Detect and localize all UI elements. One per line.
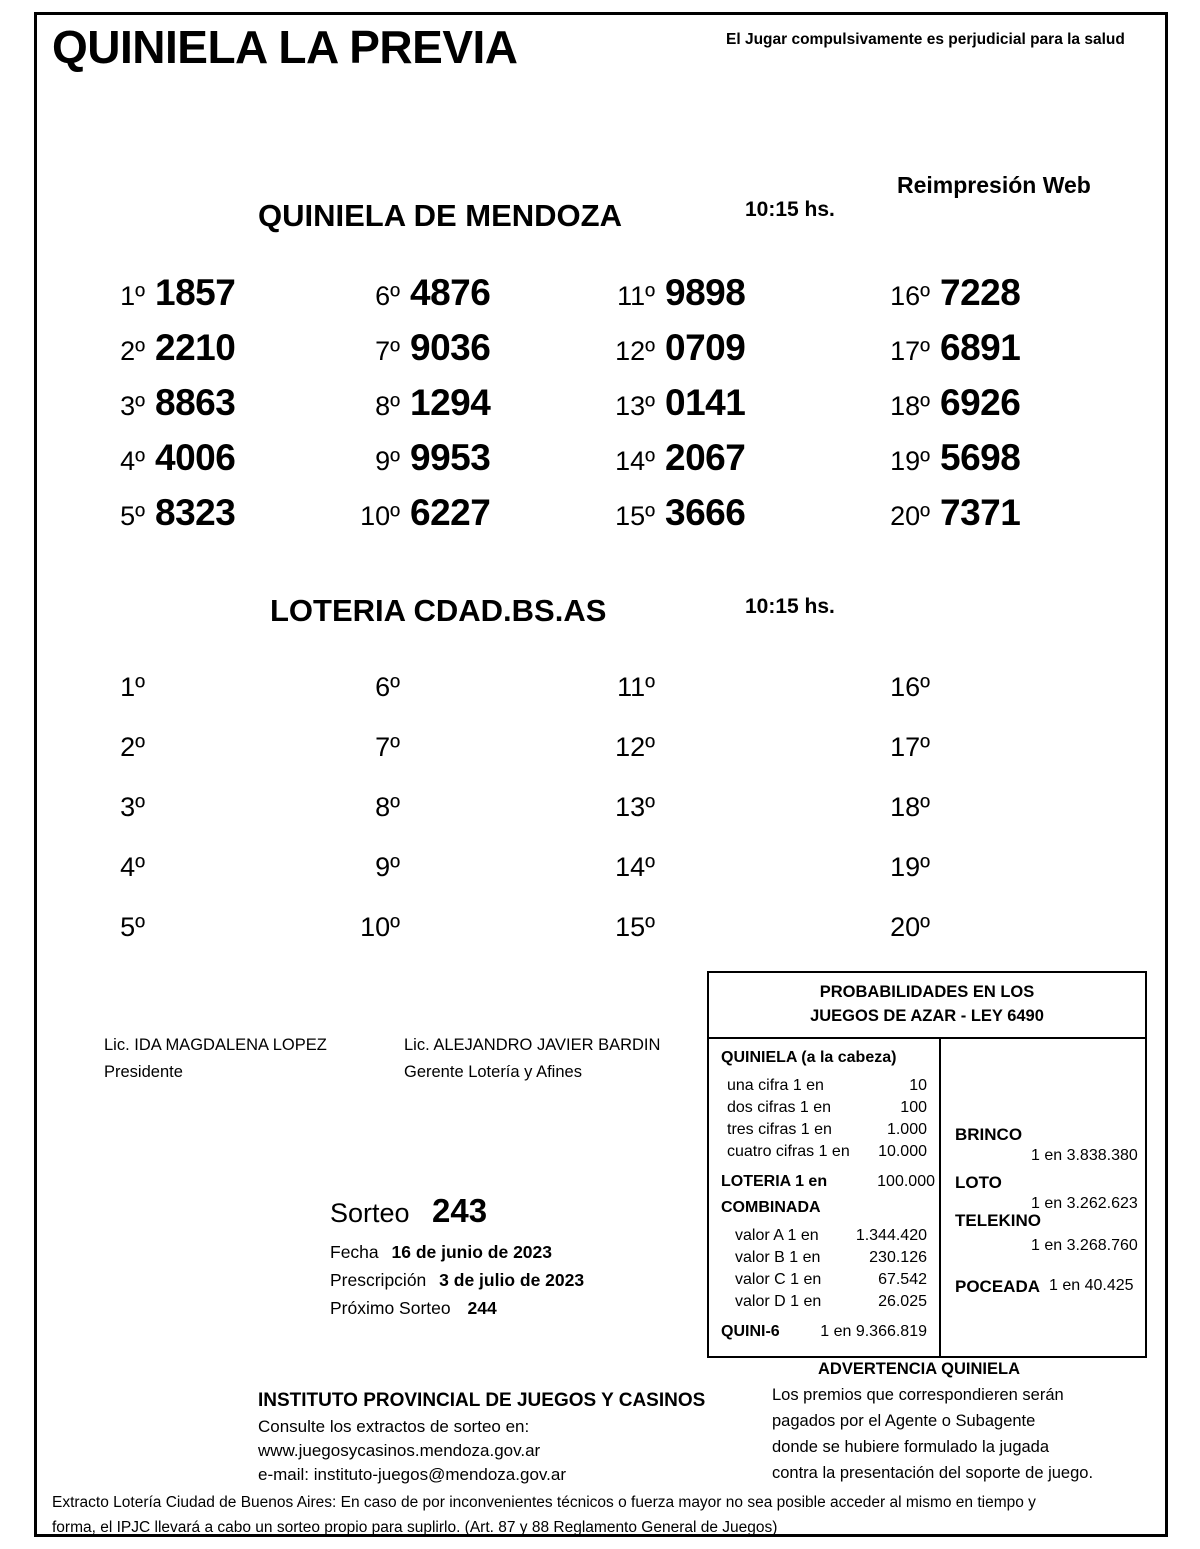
result-position: 8º [375,792,400,822]
probabilities-header [709,973,1145,1039]
result-cell [103,327,235,369]
institute-title: INSTITUTO PROVINCIAL DE JUEGOS Y CASINOS [258,1390,706,1411]
result-position: 15º [615,912,655,942]
probabilities-column-left [709,1039,941,1356]
signature-role-president: Presidente [104,1063,183,1081]
gambling-warning: El Jugar compulsivamente es perjudicial para la salud [726,31,1125,48]
quini6-value: 1 en 9.366.819 [820,1323,927,1340]
proximo-sorteo-row [330,1298,497,1319]
result-position: 10º [360,912,400,942]
result-number: 2210 [155,327,236,368]
probabilities-column-right [941,1039,1145,1356]
draw-time-mendoza: 10:15 hs. [745,198,835,221]
prescripcion-label: Prescripción [330,1270,427,1290]
prescripcion-row [330,1270,584,1291]
result-position: 3º [120,792,145,822]
result-number: 0709 [665,327,746,368]
result-number: 9036 [410,327,491,368]
result-cell [103,672,155,703]
result-cell [103,912,155,943]
combinada-row-value: 230.126 [869,1249,927,1266]
combinada-row-value: 1.344.420 [855,1227,927,1244]
probabilities-body [709,1039,1145,1356]
result-number: 8323 [155,492,236,533]
signature-name-manager: Lic. ALEJANDRO JAVIER BARDIN [404,1036,661,1054]
result-cell [613,912,665,943]
result-cell [358,272,490,314]
draw-title-cdadbsas: LOTERIA CDAD.BS.AS [270,593,607,628]
combinada-row-label: valor C 1 en [735,1271,822,1288]
combinada-row-value: 67.542 [878,1271,927,1288]
result-number: 4006 [155,437,236,478]
footer-line: forma, el IPJC llevará a cabo un sorteo propio para suplirlo. (Art. 87 y 88 Reglamento General de Juegos) [52,1519,778,1536]
result-cell [613,732,665,763]
result-cell [358,732,410,763]
result-cell [613,792,665,823]
result-position: 6º [375,281,400,311]
game-name: TELEKINO [955,1211,1041,1230]
combinada-row-label: valor B 1 en [735,1249,821,1266]
combinada-row-label: valor A 1 en [735,1227,819,1244]
quiniela-heading: QUINIELA (a la cabeza) [721,1049,897,1066]
result-number: 3666 [665,492,746,533]
result-number: 9898 [665,272,746,313]
result-cell [103,272,235,314]
result-number: 2067 [665,437,746,478]
page-title: QUINIELA LA PREVIA [52,21,518,73]
result-cell [613,852,665,883]
result-position: 8º [375,391,400,421]
result-cell [888,437,1020,479]
result-position: 5º [120,501,145,531]
result-number: 7371 [940,492,1021,533]
result-cell [358,382,490,424]
result-cell [358,327,490,369]
institute-line: www.juegosycasinos.mendoza.gov.ar [258,1441,541,1460]
result-position: 14º [615,446,655,476]
result-position: 11º [617,672,655,702]
institute-line: Consulte los extractos de sorteo en: [258,1417,530,1436]
quiniela-row-label: una cifra 1 en [727,1077,824,1094]
result-cell [888,852,940,883]
result-position: 20º [890,912,930,942]
result-number: 0141 [665,382,746,423]
game-odds: 1 en 40.425 [1049,1277,1134,1294]
quiniela-row-label: cuatro cifras 1 en [727,1143,850,1160]
result-cell [103,852,155,883]
result-position: 12º [615,336,655,366]
advertencia-line: contra la presentación del soporte de juego. [772,1464,1094,1482]
quiniela-row-value: 10.000 [878,1143,927,1160]
fecha-label: Fecha [330,1242,379,1262]
result-position: 18º [890,792,930,822]
result-cell [613,272,745,314]
result-number: 7228 [940,272,1021,313]
proximo-sorteo-label: Próximo Sorteo [330,1298,451,1318]
result-cell [888,272,1020,314]
probabilities-table [707,971,1147,1358]
result-number: 5698 [940,437,1021,478]
draw-title-mendoza: QUINIELA DE MENDOZA [258,198,622,233]
result-position: 5º [120,912,145,942]
fecha-row [330,1242,552,1263]
institute-line: e-mail: instituto-juegos@mendoza.gov.ar [258,1465,566,1484]
result-position: 1º [120,672,145,702]
result-cell [888,672,940,703]
result-cell [103,382,235,424]
result-position: 7º [375,732,400,762]
result-position: 13º [615,792,655,822]
result-position: 10º [360,501,400,531]
result-cell [358,437,490,479]
result-position: 20º [890,501,930,531]
result-cell [888,732,940,763]
game-odds: 1 en 3.262.623 [1031,1195,1138,1212]
advertencia-line: Los premios que correspondieren serán [772,1386,1064,1404]
result-position: 1º [120,281,145,311]
result-number: 1294 [410,382,491,423]
footer-line: Extracto Lotería Ciudad de Buenos Aires: En caso de por inconvenientes técnicos o fuerza mayor no sea posible acceder al mismo en tiempo y [52,1494,1036,1511]
result-number: 9953 [410,437,491,478]
result-number: 8863 [155,382,236,423]
result-position: 6º [375,672,400,702]
probabilities-title-line2: JUEGOS DE AZAR - LEY 6490 [810,1007,1044,1025]
result-cell [103,732,155,763]
result-position: 14º [615,852,655,882]
result-cell [103,792,155,823]
sorteo-number: 243 [432,1192,488,1229]
fecha-value: 16 de junio de 2023 [391,1242,552,1262]
result-position: 9º [375,446,400,476]
result-cell [103,437,235,479]
sorteo-label: Sorteo [330,1198,410,1228]
result-position: 13º [615,391,655,421]
result-position: 17º [890,732,930,762]
result-number: 6926 [940,382,1021,423]
probabilities-title-line1: PROBABILIDADES EN LOS [819,983,1035,1002]
result-cell [888,492,1020,534]
result-position: 19º [890,446,930,476]
result-cell [613,327,745,369]
result-position: 16º [890,281,930,311]
result-position: 16º [890,672,930,702]
result-position: 18º [890,391,930,421]
loteria-label: LOTERIA 1 en [721,1173,828,1190]
result-cell [358,672,410,703]
quiniela-row-label: dos cifras 1 en [727,1099,832,1116]
advertencia-title: ADVERTENCIA QUINIELA [818,1360,1020,1378]
quiniela-row-label: tres cifras 1 en [727,1121,832,1138]
result-position: 17º [890,336,930,366]
result-cell [358,492,490,534]
advertencia-line: donde se hubiere formulado la jugada [772,1438,1050,1456]
result-number: 1857 [155,272,236,313]
result-position: 12º [615,732,655,762]
result-position: 7º [375,336,400,366]
result-number: 6227 [410,492,491,533]
result-position: 2º [120,732,145,762]
result-position: 4º [120,446,145,476]
result-cell [888,912,940,943]
result-number: 4876 [410,272,491,313]
prescripcion-value: 3 de julio de 2023 [439,1270,585,1290]
result-position: 19º [890,852,930,882]
quiniela-row-value: 10 [909,1077,927,1094]
result-cell [888,382,1020,424]
game-name: LOTO [955,1173,1002,1192]
result-position: 15º [615,501,655,531]
signature-role-manager: Gerente Lotería y Afines [404,1063,582,1081]
result-cell [613,437,745,479]
result-position: 3º [120,391,145,421]
proximo-sorteo-value: 244 [467,1298,497,1318]
draw-time-cdadbsas: 10:15 hs. [745,595,835,618]
result-cell [888,792,940,823]
result-position: 9º [375,852,400,882]
result-position: 4º [120,852,145,882]
quiniela-row-value: 100 [900,1099,927,1116]
result-cell [888,327,1020,369]
result-cell [358,912,410,943]
result-cell [358,852,410,883]
result-cell [613,492,745,534]
reimpresion-web-label: Reimpresión Web [897,172,1091,198]
quiniela-row-value: 1.000 [886,1121,927,1138]
result-cell [613,382,745,424]
game-name: BRINCO [955,1125,1023,1144]
result-cell [358,792,410,823]
result-position: 2º [120,336,145,366]
result-number: 6891 [940,327,1021,368]
game-odds: 1 en 3.268.760 [1031,1237,1138,1254]
game-odds: 1 en 3.838.380 [1031,1147,1138,1164]
quini6-label: QUINI-6 [721,1323,780,1340]
combinada-row-label: valor D 1 en [735,1293,822,1310]
game-name: POCEADA [955,1277,1041,1296]
combinada-heading: COMBINADA [721,1199,821,1216]
result-cell [613,672,665,703]
signature-name-president: Lic. IDA MAGDALENA LOPEZ [104,1036,327,1054]
advertencia-line: pagados por el Agente o Subagente [772,1412,1036,1430]
result-position: 11º [617,281,655,311]
result-cell [103,492,235,534]
loteria-value: 100.000 [877,1173,935,1190]
combinada-row-value: 26.025 [878,1293,927,1310]
